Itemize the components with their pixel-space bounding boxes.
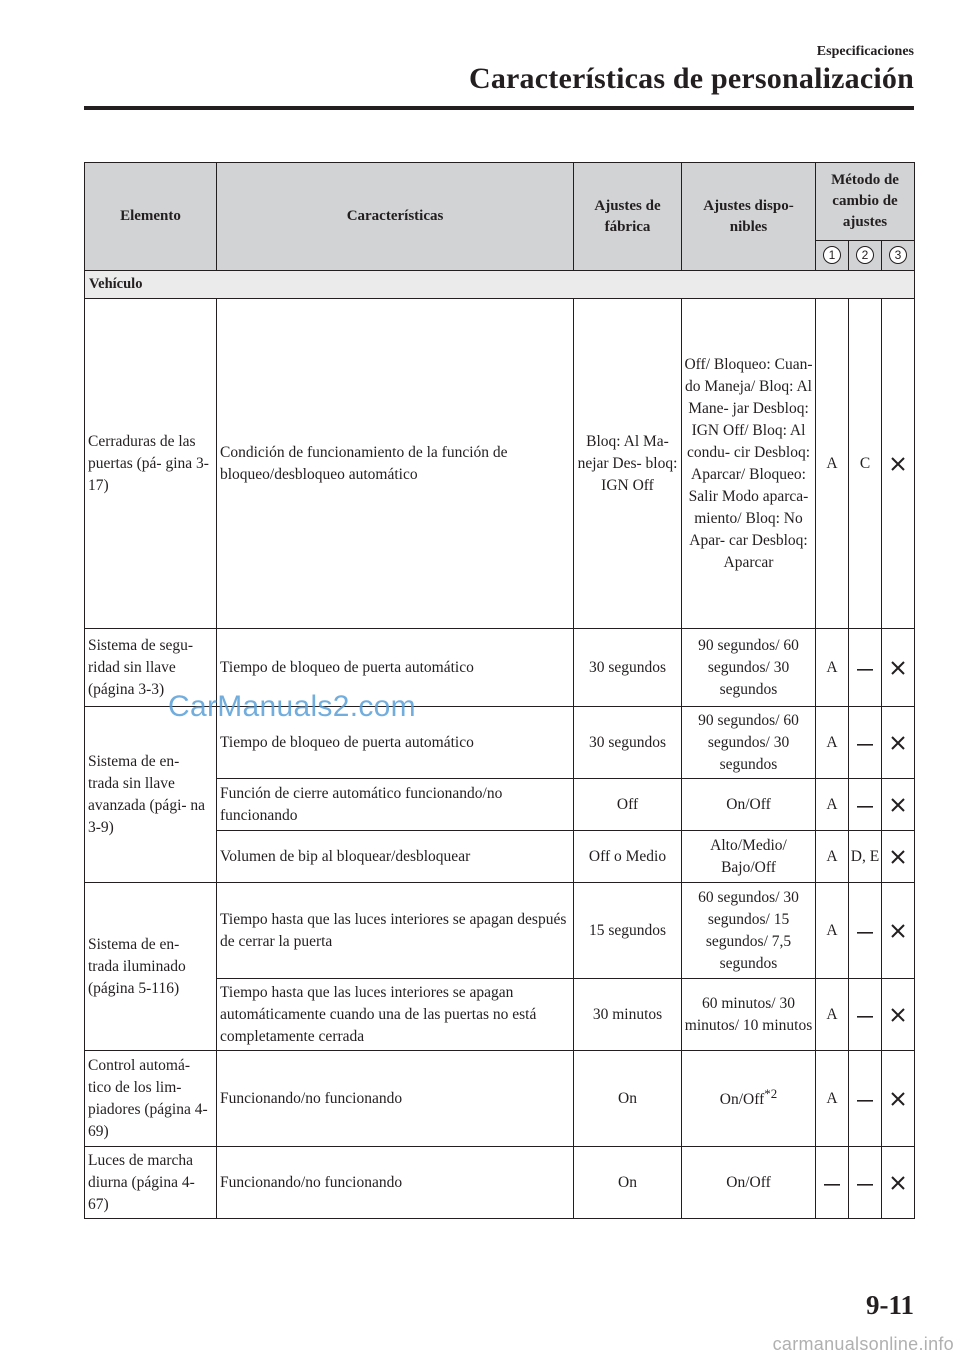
method-3-cell	[882, 629, 915, 707]
feature-cell: Condición de funcionamiento de la función de bloqueo/desbloqueo automático	[217, 299, 574, 629]
method-1-cell: A	[816, 979, 849, 1051]
title-divider	[84, 106, 914, 110]
available-cell: 90 segundos/ 60 segundos/ 30 segundos	[682, 707, 816, 779]
method-3-cell	[882, 883, 915, 979]
available-cell: On/Off	[682, 1147, 816, 1219]
available-cell: 90 segundos/ 60 segundos/ 30 segundos	[682, 629, 816, 707]
method-1-cell: A	[816, 1051, 849, 1147]
method-3-cell	[882, 299, 915, 629]
dash-icon	[857, 920, 873, 942]
dash-icon	[857, 1088, 873, 1110]
dash-icon	[857, 1004, 873, 1026]
dash-icon	[857, 657, 873, 679]
method-2-cell	[849, 629, 882, 707]
header-method-1	[816, 241, 849, 271]
method-3-cell	[882, 979, 915, 1051]
feature-cell: Tiempo hasta que las luces interiores se apagan automáticamente cuando una de las puertas no está completamente cerrada	[217, 979, 574, 1051]
method-2-cell	[849, 979, 882, 1051]
item-cell: Sistema de en- trada iluminado (página 5-116)	[85, 883, 217, 1051]
method-2-cell	[849, 883, 882, 979]
factory-cell: 30 segundos	[574, 629, 682, 707]
x-mark-icon	[889, 1006, 907, 1024]
method-3-cell	[882, 831, 915, 883]
available-value: On/Off	[719, 1091, 765, 1109]
dash-icon	[824, 1172, 840, 1194]
item-cell: Luces de marcha diurna (página 4-67)	[85, 1147, 217, 1219]
table-row	[85, 1051, 915, 1147]
header-item: Elemento	[85, 163, 217, 271]
x-mark-icon	[889, 734, 907, 752]
feature-cell: Función de cierre automático funcionando/no funcionando	[217, 779, 574, 831]
x-mark-icon	[889, 1090, 907, 1108]
footer-site-link[interactable]: carmanualsonline.info	[772, 1334, 954, 1354]
method-2-cell	[849, 779, 882, 831]
method-2-cell	[849, 1147, 882, 1219]
footnote-marker: *2	[764, 1086, 778, 1102]
header-features: Características	[217, 163, 574, 271]
item-cell: Cerraduras de las puertas (pá- gina 3-17)	[85, 299, 217, 629]
section-row-vehicle	[85, 271, 915, 299]
circled-1-icon: 1	[823, 246, 841, 264]
available-cell: On/Off	[682, 779, 816, 831]
available-cell	[682, 1051, 816, 1147]
method-2-cell	[849, 707, 882, 779]
x-mark-icon	[889, 659, 907, 677]
method-1-cell: A	[816, 629, 849, 707]
method-2-cell: D, E	[849, 831, 882, 883]
header-available-settings: Ajustes dispo- nibles	[682, 163, 816, 271]
x-mark-icon	[889, 848, 907, 866]
header-factory-settings: Ajustes de fábrica	[574, 163, 682, 271]
section-label: Vehículo	[85, 271, 915, 299]
feature-cell: Funcionando/no funcionando	[217, 1051, 574, 1147]
factory-cell: 30 minutos	[574, 979, 682, 1051]
method-1-cell: A	[816, 831, 849, 883]
method-3-cell	[882, 1147, 915, 1219]
header-change-method: Método de cambio de ajustes	[816, 163, 915, 241]
watermark-link[interactable]: CarManuals2.com	[168, 690, 416, 723]
page-number: 9-11	[865, 1290, 914, 1320]
feature-cell: Tiempo de bloqueo de puerta automático	[217, 629, 574, 707]
x-mark-icon	[889, 1174, 907, 1192]
factory-cell: On	[574, 1147, 682, 1219]
factory-cell: Off o Medio	[574, 831, 682, 883]
header-method-3	[882, 241, 915, 271]
table-row	[85, 299, 915, 629]
section-heading: Especificaciones	[816, 44, 914, 59]
table-row	[85, 1147, 915, 1219]
dash-icon	[857, 794, 873, 816]
factory-cell: Off	[574, 779, 682, 831]
factory-cell: 15 segundos	[574, 883, 682, 979]
item-cell: Sistema de en- trada sin llave avanzada (pági- na 3-9)	[85, 707, 217, 883]
feature-cell: Funcionando/no funcionando	[217, 1147, 574, 1219]
dash-icon	[857, 732, 873, 754]
item-cell: Sistema de segu- ridad sin llave (página 3-3)	[85, 629, 217, 707]
available-cell: Alto/Medio/ Bajo/Off	[682, 831, 816, 883]
method-2-cell	[849, 1051, 882, 1147]
method-1-cell: A	[816, 707, 849, 779]
method-1-cell: A	[816, 299, 849, 629]
table-row	[85, 883, 915, 979]
method-3-cell	[882, 779, 915, 831]
x-mark-icon	[889, 796, 907, 814]
page-title: Características de personalización	[468, 62, 914, 95]
method-3-cell	[882, 1051, 915, 1147]
factory-cell: 30 segundos	[574, 707, 682, 779]
x-mark-icon	[889, 455, 907, 473]
factory-cell: On	[574, 1051, 682, 1147]
dash-icon	[857, 1172, 873, 1194]
item-cell: Control automá- tico de los lim- piadores (página 4-69)	[85, 1051, 217, 1147]
feature-cell: Tiempo de bloqueo de puerta automático	[217, 707, 574, 779]
x-mark-icon	[889, 922, 907, 940]
circled-2-icon: 2	[856, 246, 874, 264]
method-1-cell: A	[816, 779, 849, 831]
method-2-cell: C	[849, 299, 882, 629]
method-3-cell	[882, 707, 915, 779]
factory-cell: Bloq: Al Ma- nejar Des- bloq: IGN Off	[574, 299, 682, 629]
feature-cell: Tiempo hasta que las luces interiores se apagan después de cerrar la puerta	[217, 883, 574, 979]
feature-cell: Volumen de bip al bloquear/desbloquear	[217, 831, 574, 883]
circled-3-icon: 3	[889, 246, 907, 264]
method-1-cell	[816, 1147, 849, 1219]
available-cell: 60 minutos/ 30 minutos/ 10 minutos	[682, 979, 816, 1051]
available-cell: Off/ Bloqueo: Cuan- do Maneja/ Bloq: Al Mane- jar Desbloq: IGN Off/ Bloq: Al condu- cir Desbloq: Aparcar/ Bloqueo: Salir Modo aparca- miento/ Bloq: No Apar- car Desbloq: Aparcar	[682, 299, 816, 629]
method-1-cell: A	[816, 883, 849, 979]
available-cell: 60 segundos/ 30 segundos/ 15 segundos/ 7,5 segundos	[682, 883, 816, 979]
header-method-2	[849, 241, 882, 271]
